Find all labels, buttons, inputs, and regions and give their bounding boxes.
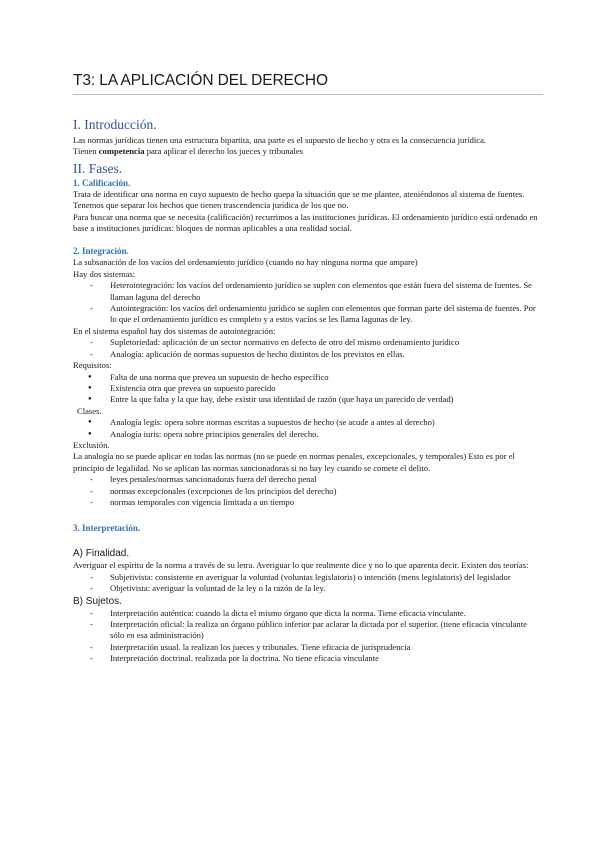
heading-interpretacion: 3. Interpretación.: [73, 523, 141, 534]
list-item: ● Entre la que falta y la que hay, debe existir una identidad de razón (que haya un parecido de verdad): [73, 394, 543, 405]
finalidad-paragraph: Averiguar el espíritu de la norma a través de su letra. Averiguar lo que realmente dice y no lo que aparenta decir. Existen dos teorías:: [73, 560, 529, 571]
list-item: - Subjetivista: consistente en averiguar la voluntad (voluntas legislatoris) o intención (mens legislatoris) del legislador: [73, 572, 543, 583]
intro-p2-bold: competencia: [98, 146, 145, 157]
integracion-paragraph-1: La subsanación de los vacíos del ordenamiento jurídico (cuando no hay ninguna norma que ampare): [73, 257, 418, 268]
list-item: - Analogía: aplicación de normas supuestos de hecho distintos de los previstos en ellas.: [73, 349, 543, 360]
requisitos-list: [73, 372, 543, 406]
list-item: - Autointegración: los vacíos del ordenamiento jurídico se suplen con elementos que forman parte del sistema de fuentes. Por lo que el ordenamiento jurídico es completo y a estos vacíos se les llama lagunas de ley.: [73, 303, 543, 326]
list-item: - leyes penales/normas sancionadoras fuera del derecho penal: [73, 474, 543, 485]
list-item: ● Existencia otra que prevea un supuesto parecido: [73, 383, 543, 394]
list-item: - Objetivista: averiguar la voluntad de la ley o la razón de la ley.: [73, 583, 543, 594]
calificacion-paragraph-1: Trata de identificar una norma en cuyo supuesto de hecho quepa la situación que se me plantee, ateniéndonos al sistema de fuentes. Tenemos que separar los hechos que tienen trascendencia jurídica de los que no.: [73, 188, 525, 211]
intro-p2-post: para aplicar el derecho los jueces y tribunales: [144, 146, 303, 157]
list-item: - Supletoriedad: aplicación de un sector normativo en defecto de otro del mismo ordenamiento jurídico: [73, 337, 543, 348]
finalidad-label: A) Finalidad.: [73, 548, 130, 560]
list-item: ● Falta de una norma que prevea un supuesto de hecho específico: [73, 372, 543, 383]
sujetos-list: [73, 608, 543, 665]
document-content: [73, 71, 543, 665]
intro-paragraph-1: Las normas jurídicas tienen una estructura bipartita, una parte es el supuesto de hecho y otra es la consecuencia jurídica.: [73, 135, 487, 145]
list-item: - Interpretación oficial: la realiza un órgano público inferior par aclarar la dictada por el superior. (tiene eficacia vinculante sólo en esa administración): [73, 619, 543, 642]
list-item: - normas temporales con vigencia limitada a un tiempo: [73, 497, 543, 508]
intro-p2-pre: Tienen: [73, 146, 99, 157]
calificacion-paragraph-2: Para buscar una norma que se necesita (calificación) recurrimos a las instituciones jurídicas. El ordenamiento jurídico está ordenado en base a instituciones jurídicas: bloques de normas aplicables a una realidad social.: [73, 211, 538, 234]
heading-introduccion: I. Introducción.: [73, 117, 157, 132]
list-item: - Heterointegración: los vacíos del ordenamiento jurídico se suplen con elementos que están fuera del sistema de fuentes. Se llaman laguna del derecho: [73, 280, 543, 303]
list-item: - normas excepcionales (excepciones de los principios del derecho): [73, 486, 543, 497]
list-item: ● Analogía iuris: opera sobre principios generales del derecho.: [73, 429, 543, 440]
exclusion-list: [73, 474, 543, 508]
document-title: T3: LA APLICACIÓN DEL DERECHO: [73, 72, 328, 89]
exclusion-label: Exclusión.: [73, 439, 110, 450]
list-item: ● Analogía legis: opera sobre normas escritas a supuestos de hecho (se acude a antes al derecho): [73, 417, 543, 428]
sistemas-list: [73, 280, 543, 326]
heading-integracion: 2. Integración.: [73, 246, 129, 257]
teorias-list: [73, 572, 543, 595]
exclusion-paragraph: La analogía no se puede aplicar en todas las normas (no se puede en normas penales, excepcionales, y temporales) Esto es por el principio de legalidad. No se aplican las normas sancionadoras si no hay ley cuando se comete el delito.: [73, 451, 515, 473]
integracion-paragraph-2: Hay dos sistemas:: [73, 268, 136, 279]
heading-fases: II. Fases.: [73, 160, 123, 176]
list-item: - Interpretación doctrinal. realizada por la doctrina. No tiene eficacia vinculante: [73, 653, 543, 664]
requisitos-label: Requisitos:: [73, 360, 112, 371]
clases-label: Clases.: [77, 405, 102, 416]
list-item: - Interpretación usual. la realizan los jueces y tribunales. Tiene eficacia de jurisprudencia: [73, 642, 543, 653]
autointegracion-list: [73, 337, 543, 360]
clases-list: [73, 417, 543, 440]
sujetos-label: B) Sujetos.: [73, 595, 122, 607]
heading-calificacion: 1. Calificación.: [73, 177, 131, 188]
intro-paragraph-2: [73, 146, 543, 157]
list-item: - Interpretación auténtica: cuando la dicta el mismo órgano que dicta la norma. Tiene eficacia vinculante.: [73, 608, 543, 619]
integracion-paragraph-3: En el sistema español hay dos sistemas de autointegración:: [73, 325, 276, 336]
